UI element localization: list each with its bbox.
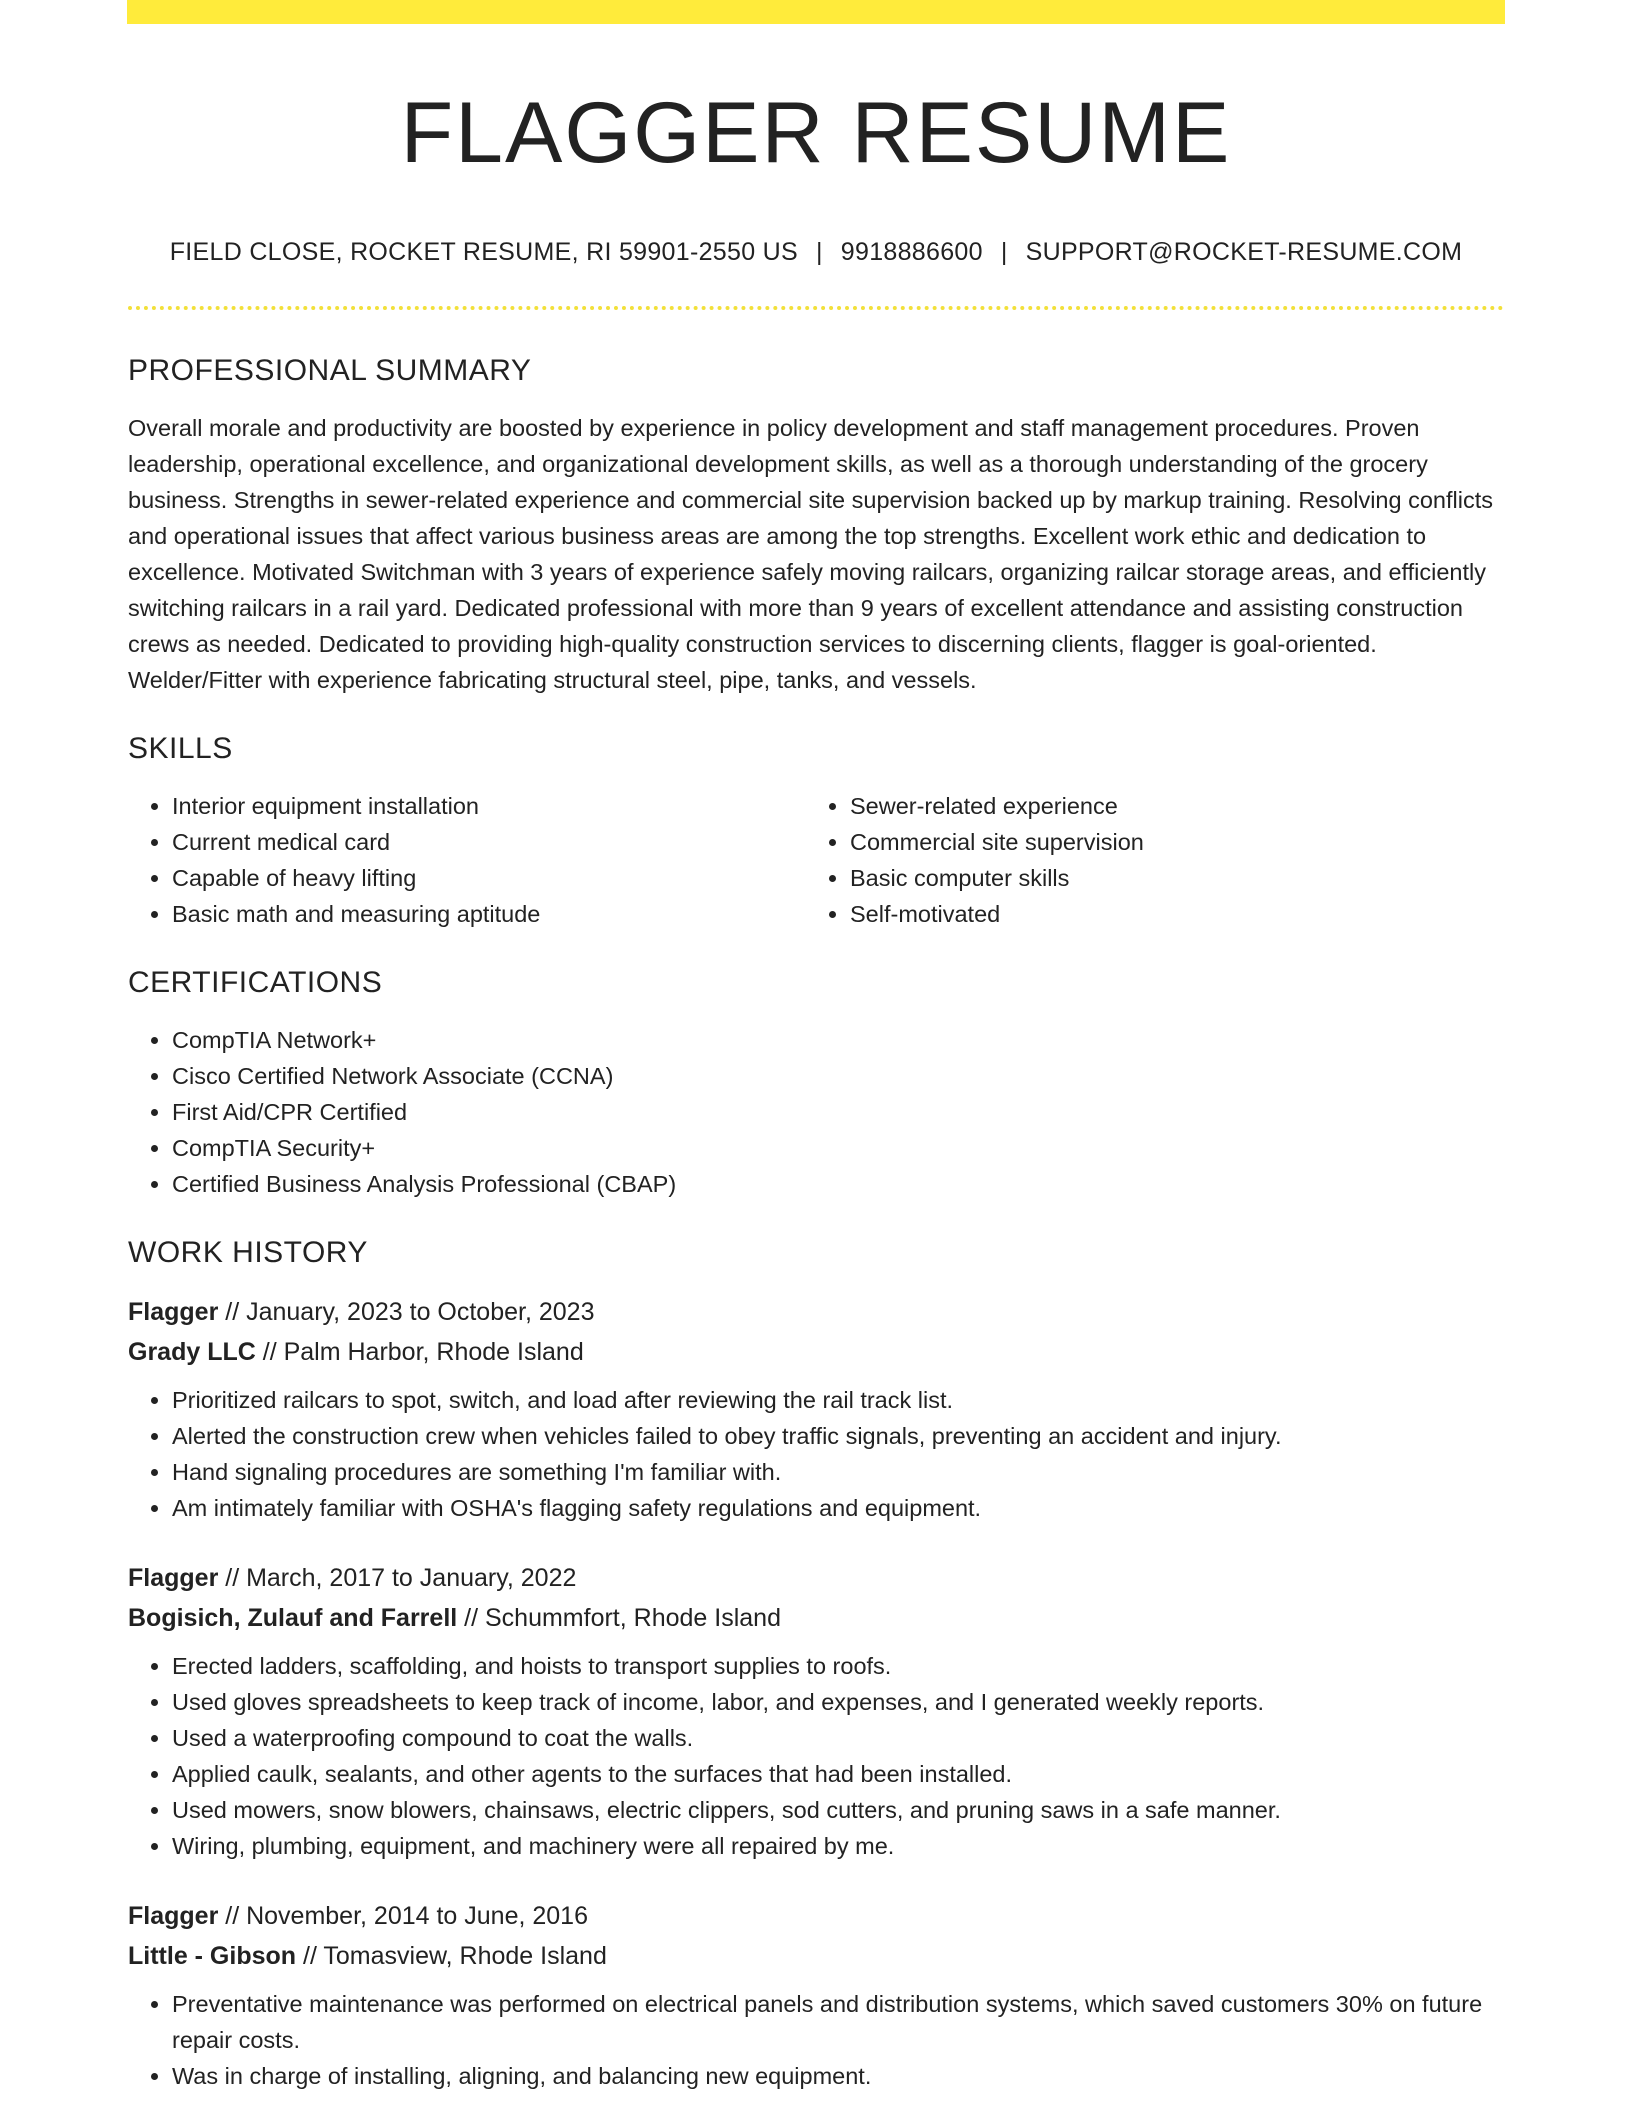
job-bullet: • Was in charge of installing, aligning, and balancing new equipment.: [172, 2058, 1504, 2094]
skill-item: • Commercial site supervision: [850, 824, 1484, 860]
skills-columns: [128, 788, 1504, 932]
job-bullet: • Wiring, plumbing, equipment, and machinery were all repaired by me.: [172, 1828, 1504, 1864]
certifications-list: [128, 1022, 1504, 1202]
job-title-line: [128, 1558, 1504, 1598]
job-dates: // March, 2017 to January, 2022: [218, 1564, 577, 1592]
certifications-heading: CERTIFICATIONS: [128, 966, 383, 999]
contact-phone: 9918886600: [840, 238, 983, 266]
job-bullets: [128, 1382, 1504, 1526]
certification-item: • CompTIA Network+: [172, 1022, 1504, 1058]
job-bullet: • Used gloves spreadsheets to keep track of income, labor, and expenses, and I generated weekly reports.: [172, 1684, 1504, 1720]
job-bullet: • Preventative maintenance was performed on electrical panels and distribution systems, which saved customers 30% on future repair costs.: [172, 1986, 1504, 2058]
job-entry: [128, 1292, 1504, 1526]
skills-list-left: [128, 788, 806, 932]
job-entry: [128, 1896, 1504, 2094]
job-dates: // January, 2023 to October, 2023: [218, 1298, 595, 1326]
job-company-line: [128, 1332, 1504, 1372]
job-bullet: • Hand signaling procedures are something I'm familiar with.: [172, 1454, 1504, 1490]
job-bullets: [128, 1986, 1504, 2094]
contact-separator: |: [815, 238, 823, 266]
work-history-heading: WORK HISTORY: [128, 1236, 368, 1269]
accent-top-bar: [127, 0, 1505, 24]
job-location: // Schummfort, Rhode Island: [457, 1604, 781, 1632]
certification-item: • Cisco Certified Network Associate (CCNA): [172, 1058, 1504, 1094]
certification-item: • Certified Business Analysis Professional (CBAP): [172, 1166, 1504, 1202]
job-title: Flagger: [128, 1564, 219, 1592]
skill-item: • Interior equipment installation: [172, 788, 806, 824]
skill-item: • Self-motivated: [850, 896, 1484, 932]
job-company-line: [128, 1936, 1504, 1976]
job-company: Grady LLC: [128, 1338, 256, 1366]
skill-item: • Capable of heavy lifting: [172, 860, 806, 896]
dotted-divider: [128, 306, 1504, 310]
job-entry: [128, 1558, 1504, 1864]
summary-heading: PROFESSIONAL SUMMARY: [128, 354, 532, 387]
certification-item: • CompTIA Security+: [172, 1130, 1504, 1166]
skills-heading: SKILLS: [128, 732, 233, 765]
skills-list-right: [806, 788, 1484, 932]
job-bullet: • Prioritized railcars to spot, switch, and load after reviewing the rail track list.: [172, 1382, 1504, 1418]
job-company: Bogisich, Zulauf and Farrell: [128, 1604, 458, 1632]
contact-email: SUPPORT@ROCKET-RESUME.COM: [1025, 238, 1463, 266]
job-bullet: • Applied caulk, sealants, and other agents to the surfaces that had been installed.: [172, 1756, 1504, 1792]
job-bullets: [128, 1648, 1504, 1864]
summary-text: Overall morale and productivity are boosted by experience in policy development and staff management procedures. Proven leadership, operational excellence, and organizational development skills, as well as a thorough understanding of the grocery business. Strengths in sewer-related experience and commercial site supervision backed up by markup training. Resolving conflicts and operational issues that affect various business areas are among the top strengths. Excellent work ethic and dedication to excellence. Motivated Switchman with 3 years of experience safely moving railcars, organizing railcar storage areas, and efficiently switching railcars in a rail yard. Dedicated professional with more than 9 years of excellent attendance and assisting construction crews as needed. Dedicated to providing high-quality construction services to discerning clients, flagger is goal-oriented. Welder/Fitter with experience fabricating structural steel, pipe, tanks, and vessels.: [128, 415, 1493, 693]
skill-item: • Current medical card: [172, 824, 806, 860]
contact-line: [128, 238, 1504, 267]
resume-body: [128, 354, 1504, 2126]
job-bullet: • Alerted the construction crew when vehicles failed to obey traffic signals, preventing an accident and injury.: [172, 1418, 1504, 1454]
skill-item: • Basic math and measuring aptitude: [172, 896, 806, 932]
work-history-section: [128, 1236, 1504, 2094]
contact-address: FIELD CLOSE, ROCKET RESUME, RI 59901-2550 US: [169, 238, 798, 266]
skill-item: • Basic computer skills: [850, 860, 1484, 896]
summary-section: [128, 354, 1504, 698]
job-title-line: [128, 1896, 1504, 1936]
job-title: Flagger: [128, 1298, 219, 1326]
contact-separator: |: [1000, 238, 1008, 266]
job-company-line: [128, 1598, 1504, 1638]
job-title-line: [128, 1292, 1504, 1332]
job-location: // Tomasview, Rhode Island: [296, 1942, 607, 1970]
job-location: // Palm Harbor, Rhode Island: [255, 1338, 584, 1366]
job-bullet: • Used a waterproofing compound to coat the walls.: [172, 1720, 1504, 1756]
job-title: Flagger: [128, 1902, 219, 1930]
job-company: Little - Gibson: [128, 1942, 297, 1970]
job-dates: // November, 2014 to June, 2016: [218, 1902, 588, 1930]
skill-item: • Sewer-related experience: [850, 788, 1484, 824]
certification-item: • First Aid/CPR Certified: [172, 1094, 1504, 1130]
skills-section: [128, 732, 1504, 932]
job-bullet: • Am intimately familiar with OSHA's flagging safety regulations and equipment.: [172, 1490, 1504, 1526]
job-bullet: • Erected ladders, scaffolding, and hoists to transport supplies to roofs.: [172, 1648, 1504, 1684]
resume-title: FLAGGER RESUME: [400, 85, 1232, 181]
job-bullet: • Used mowers, snow blowers, chainsaws, electric clippers, sod cutters, and pruning saws in a safe manner.: [172, 1792, 1504, 1828]
certifications-section: [128, 966, 1504, 1202]
